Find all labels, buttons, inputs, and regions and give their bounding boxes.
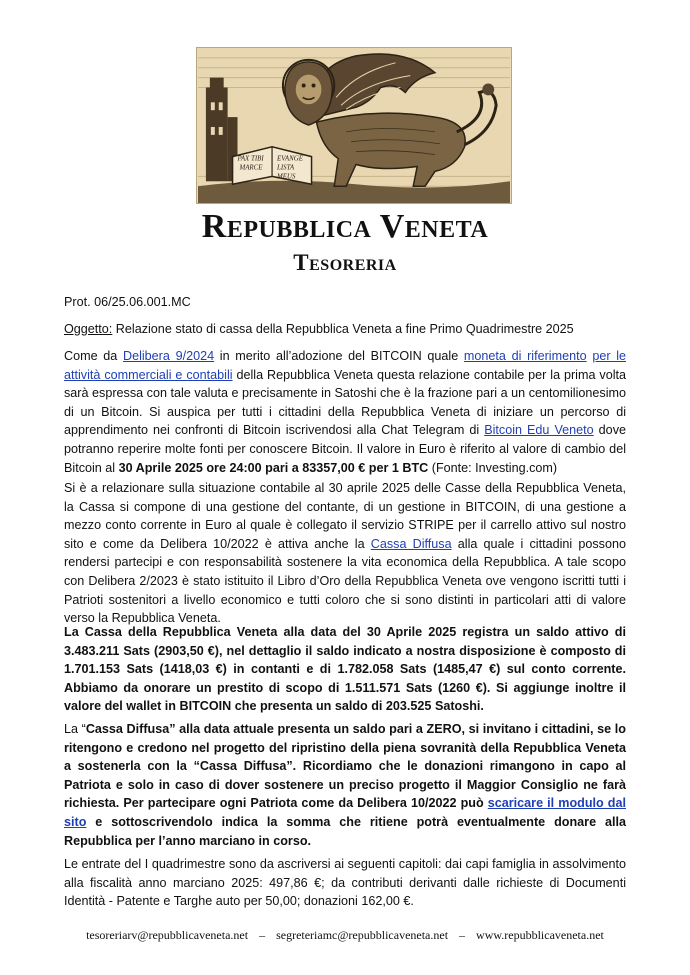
- p1-text-4: della Repubblica Veneta questa relazione contabile per la prima volta sarà espressa con tale valuta e precisamente in Satoshi che è la frazione pari a un centomilionesimo di un Bitcoin. Si auspica per tutti i cittadini della Repubblica Veneta di iniziare un percorso di apprendimento nei confronti di Bitcoin iscrivendosi alla Chat Telegram di: [64, 367, 626, 438]
- p2-text-2: alla quale i cittadini possono rendersi partecipi e con responsabilità sostenere la vita economica della Repubblica. A tale scopo con Delibera 2/2023 è stato istituito il Libro d’Oro della Repubblica Veneta ove vengono iscritti tutti i Patrioti sostenitori a livello economico e tutti coloro che si sono distinti in particolari atti di valore verso la Repubblica Veneta.: [64, 536, 626, 626]
- p2-text-1: Si è a relazionare sulla situazione contabile al 30 aprile 2025 delle Casse della Repubblica Veneta, la Cassa si compone di una gestione del contante, di un gestione in BITCOIN, di una gestione a mezzo conto corrente in Euro al quale è collegato il servizio STRIPE per il carrello attivo sul nostro sito e come da Delibera 10/2022 è attiva anche la: [64, 481, 626, 551]
- book-text-left-2: MARCE: [239, 164, 263, 172]
- subject-label: Oggetto:: [64, 322, 113, 336]
- link-bitcoin-edu-veneto[interactable]: Bitcoin Edu Veneto: [484, 423, 594, 438]
- subject-text: Relazione stato di cassa della Repubblica Veneta a fine Primo Quadrimestre 2025: [112, 322, 574, 336]
- link-moneta-di-riferimento[interactable]: moneta di riferimento: [463, 349, 587, 363]
- protocol-number: [64, 293, 626, 312]
- p1-text-6: (Fonte: Investing.com): [428, 460, 558, 475]
- book-text-right-3: MEUS: [276, 173, 296, 181]
- p4-bold-2: e sottoscrivendolo indica la somma che ritiene potrà eventualmente donare alla Repubblica per l’anno marciano in corso.: [64, 814, 626, 848]
- link-cassa-diffusa[interactable]: Cassa Diffusa: [370, 536, 452, 551]
- p4-bold-1: Cassa Diffusa” alla data attuale presenta un saldo pari a ZERO, si invitano i cittadini, se lo ritengono e credono nel progetto del ripristino della piena sovranità della Repubblica Veneta a sostenerla con la “Cassa Diffusa”. Ricordiamo che le donazioni rimangono in capo al Patriota e solo in caso di dover sostenere un preciso progetto il Maggior Consiglio ne farà richiesta. Per partecipare ogni Patriota come da Delibera 10/2022 può: [64, 722, 626, 811]
- lion-of-saint-mark-emblem: [196, 47, 512, 204]
- paragraph-cash-balance: [64, 623, 626, 716]
- exchange-rate: 30 Aprile 2025 ore 24:00 pari a 83357,00 € per 1 BTC: [118, 460, 429, 475]
- footer-contacts: [0, 928, 690, 943]
- book-text-left-1: PAX TIBI: [237, 155, 264, 163]
- p1-text-5: dove potranno reperire molte fonti per conoscere Bitcoin. Il valore in Euro è riferito al valore di cambio del Bitcoin al: [64, 423, 626, 475]
- paragraph-revenues: [64, 855, 626, 911]
- page-title: Repubblica Veneta: [201, 208, 489, 245]
- link-attivita-commerciali[interactable]: per le attività commerciali e contabili: [64, 349, 627, 382]
- footer-separator-1: –: [259, 928, 266, 942]
- cash-balance-text: La Cassa della Repubblica Veneta alla data del 30 Aprile 2025 registra un saldo attivo di 3.483.211 Sats (2903,50 €), nel dettaglio il saldo indicato a nostra disposizione è composto di 1.701.153 Sats (1418,03 €) in contanti e di 1.782.058 Sats (1485,47 €) sul conto corrente. Abbiamo da onorare un prestito di scopo di 1.511.571 Sats (1260 €). Si aggiunge inoltre il valore del wallet in BITCOIN che presenta un saldo di 203.525 Satoshi.: [64, 625, 626, 714]
- footer-separator-2: –: [459, 928, 466, 942]
- footer-website[interactable]: www.repubblicaveneta.net: [476, 928, 604, 942]
- footer-email-segreteria[interactable]: segreteriamc@repubblicaveneta.net: [276, 928, 449, 942]
- book-text-right-1: EVANGE: [276, 155, 303, 163]
- lion-emblem-illustration: [197, 48, 511, 203]
- subject-line: [64, 320, 626, 339]
- p4-text-1: La “: [64, 722, 86, 736]
- paragraph-bitcoin-adoption: [64, 347, 626, 477]
- p1-text-1: Come da: [64, 349, 123, 363]
- paragraph-cassa-diffusa: [64, 720, 626, 850]
- paragraph-cash-composition: [64, 479, 626, 628]
- book-text-right-2: LISTA: [276, 164, 295, 172]
- revenues-text: Le entrate del I quadrimestre sono da ascriversi ai seguenti capitoli: dai capi famiglia in assolvimento alla fiscalità anno marciano 2025: 497,86 €; da contributi derivanti dalle richieste di Documenti Identità - Patente e Targhe auto per 50,00; donazioni 162,00 €.: [64, 857, 626, 909]
- p1-text-2: in merito all’adozione del BITCOIN quale: [214, 349, 464, 363]
- link-delibera-9-2024[interactable]: Delibera 9/2024: [122, 349, 215, 363]
- link-scaricare-modulo[interactable]: scaricare il modulo dal sito: [64, 796, 627, 829]
- page-subtitle: Tesoreria: [293, 250, 397, 275]
- protocol-text: Prot. 06/25.06.001.MC: [64, 295, 191, 309]
- footer-email-tesoreria[interactable]: tesoreriarv@repubblicaveneta.net: [86, 928, 249, 942]
